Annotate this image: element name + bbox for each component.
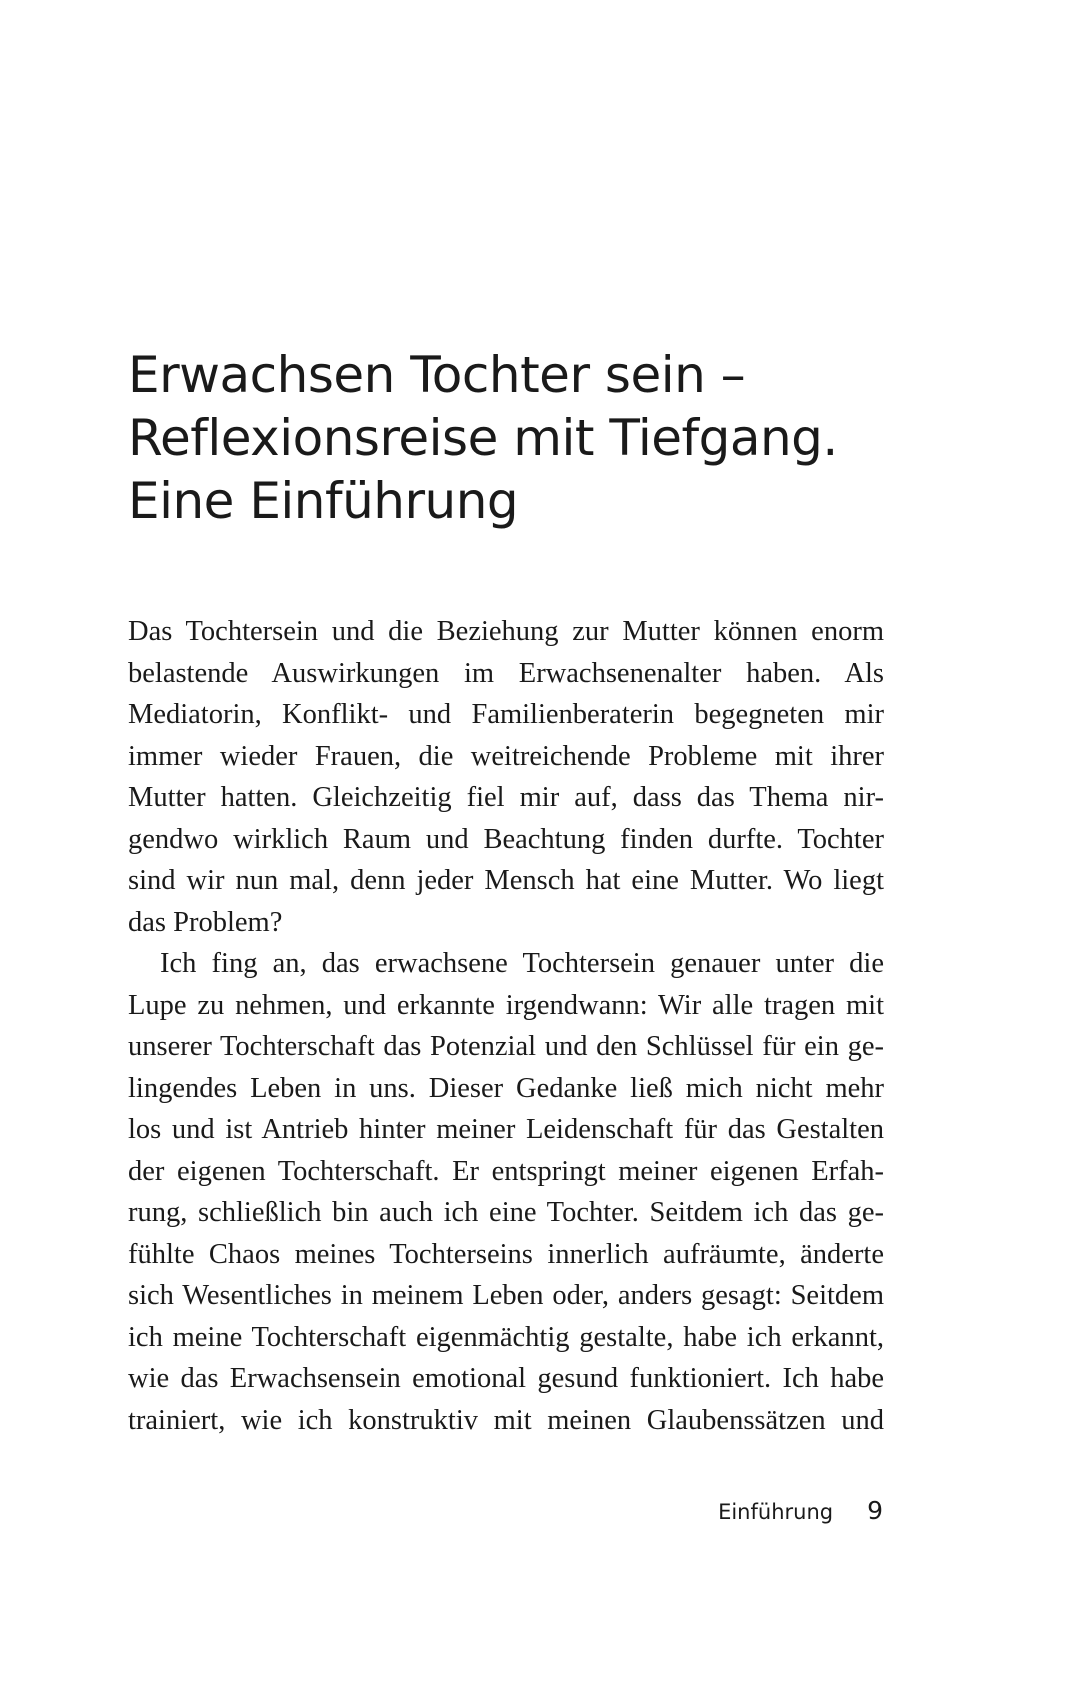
text-line: unserer Tochterschaft das Potenzial und den Schlüssel für ein ge- [128,1031,884,1062]
page-footer [718,1496,883,1525]
text-line: lingendes Leben in uns. Dieser Gedanke ließ mich nicht mehr [128,1072,884,1104]
paragraph-1 [128,611,884,943]
page-number: 9 [867,1496,883,1525]
text-line: belastende Auswirkungen im Erwachsenenalter haben. Als [128,657,884,689]
text-line: Das Tochtersein und die Beziehung zur Mutter können enorm [128,616,884,647]
chapter-title [128,344,928,533]
text-line: wie das Erwachsensein emotional gesund funktioniert. Ich habe [128,1363,884,1394]
text-line: los und ist Antrieb hinter meiner Leidenschaft für das Gestalten [128,1114,884,1145]
text-line: Mutter hatten. Gleichzeitig fiel mir auf, dass das Thema nir- [128,782,884,813]
text-line: fühlte Chaos meines Tochterseins innerlich aufräumte, änderte [128,1238,884,1270]
text-line: Lupe zu nehmen, und erkannte irgendwann: Wir alle tragen mit [128,989,884,1021]
text-line: Mediatorin, Konflikt- und Familienberaterin begegneten mir [128,699,884,730]
running-head: Einführung [718,1500,834,1524]
text-line: ich meine Tochterschaft eigenmächtig gestalte, habe ich erkannt, [128,1321,884,1353]
text-line: gendwo wirklich Raum und Beachtung finden durfte. Tochter [128,823,884,855]
text-line: sich Wesentliches in meinem Leben oder, anders gesagt: Seitdem [128,1280,884,1311]
text-line: immer wieder Frauen, die weitreichende Probleme mit ihrer [128,740,884,772]
body-text [128,611,884,1441]
chapter-title-line: Reflexionsreise mit Tiefgang. [128,409,838,467]
text-line: Ich fing an, das erwachsene Tochtersein genauer unter die [160,948,884,979]
chapter-title-line: Erwachsen Tochter sein – [128,346,746,404]
chapter-title-line: Eine Einführung [128,472,519,530]
text-line: rung, schließlich bin auch ich eine Tochter. Seitdem ich das ge- [128,1197,884,1228]
text-line: das Problem? [128,906,283,938]
paragraph-2 [128,943,884,1441]
text-line: sind wir nun mal, denn jeder Mensch hat eine Mutter. Wo liegt [128,865,884,896]
text-line: trainiert, wie ich konstruktiv mit meinen Glaubenssätzen und [128,1404,884,1436]
text-line: der eigenen Tochterschaft. Er entspringt meiner eigenen Erfah- [128,1155,884,1187]
